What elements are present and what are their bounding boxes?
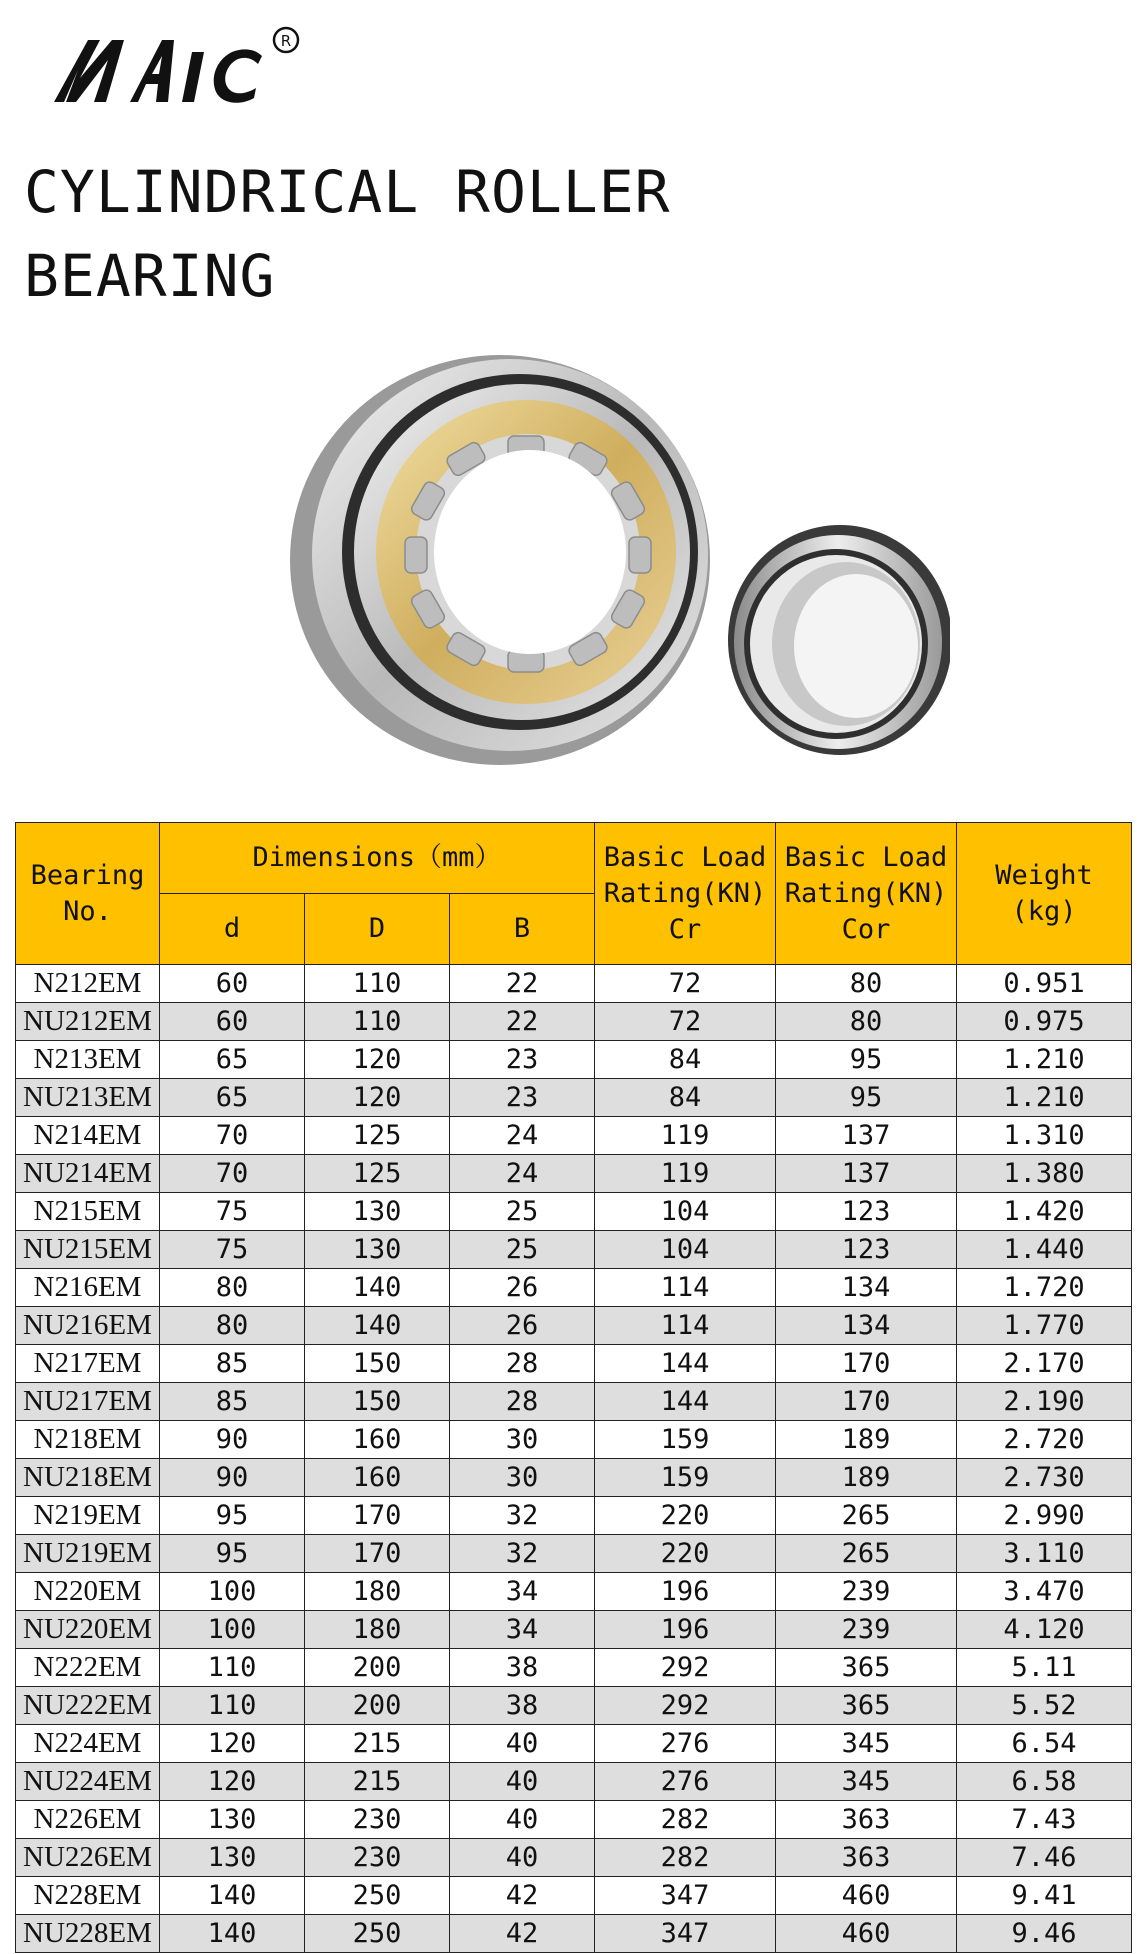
d-cell: 120 <box>160 1725 305 1763</box>
D-cell: 230 <box>305 1801 450 1839</box>
D-cell: 170 <box>305 1535 450 1573</box>
bearing-no-cell: N224EM <box>16 1725 160 1763</box>
bearing-no-cell: N213EM <box>16 1041 160 1079</box>
weight-cell: 1.210 <box>957 1041 1132 1079</box>
D-cell: 130 <box>305 1231 450 1269</box>
B-cell: 26 <box>450 1269 595 1307</box>
weight-cell: 1.420 <box>957 1193 1132 1231</box>
cor-cell: 363 <box>776 1801 957 1839</box>
weight-cell: 2.190 <box>957 1383 1132 1421</box>
bearing-no-cell: N220EM <box>16 1573 160 1611</box>
B-cell: 32 <box>450 1497 595 1535</box>
B-cell: 25 <box>450 1231 595 1269</box>
bearing-no-cell: NU212EM <box>16 1003 160 1041</box>
table-row <box>16 1003 1132 1041</box>
table-row <box>16 1079 1132 1117</box>
B-cell: 40 <box>450 1839 595 1877</box>
table-row <box>16 1383 1132 1421</box>
bearing-no-cell: NU215EM <box>16 1231 160 1269</box>
weight-cell: 2.720 <box>957 1421 1132 1459</box>
weight-cell: 9.46 <box>957 1915 1132 1953</box>
d-cell: 85 <box>160 1345 305 1383</box>
bearing-no-cell: N217EM <box>16 1345 160 1383</box>
bearing-no-cell: NU214EM <box>16 1155 160 1193</box>
weight-cell: 6.54 <box>957 1725 1132 1763</box>
cr-cell: 196 <box>595 1573 776 1611</box>
B-cell: 28 <box>450 1383 595 1421</box>
header-bearing-no: Bearing No. <box>16 823 160 965</box>
cor-cell: 239 <box>776 1573 957 1611</box>
d-cell: 120 <box>160 1763 305 1801</box>
D-cell: 200 <box>305 1687 450 1725</box>
header-D-outer: D <box>305 894 450 965</box>
bearing-no-cell: N212EM <box>16 965 160 1003</box>
cr-cell: 144 <box>595 1383 776 1421</box>
cor-cell: 137 <box>776 1117 957 1155</box>
B-cell: 30 <box>450 1421 595 1459</box>
weight-cell: 7.46 <box>957 1839 1132 1877</box>
cor-cell: 189 <box>776 1459 957 1497</box>
cor-cell: 239 <box>776 1611 957 1649</box>
d-cell: 140 <box>160 1915 305 1953</box>
d-cell: 90 <box>160 1459 305 1497</box>
table-row <box>16 1687 1132 1725</box>
cor-cell: 460 <box>776 1877 957 1915</box>
cor-cell: 80 <box>776 965 957 1003</box>
d-cell: 110 <box>160 1687 305 1725</box>
D-cell: 215 <box>305 1763 450 1801</box>
B-cell: 38 <box>450 1687 595 1725</box>
D-cell: 140 <box>305 1307 450 1345</box>
D-cell: 125 <box>305 1155 450 1193</box>
d-cell: 65 <box>160 1079 305 1117</box>
d-cell: 70 <box>160 1155 305 1193</box>
header-weight: Weight (kg) <box>957 823 1132 965</box>
D-cell: 160 <box>305 1421 450 1459</box>
B-cell: 22 <box>450 1003 595 1041</box>
B-cell: 24 <box>450 1117 595 1155</box>
cr-cell: 159 <box>595 1421 776 1459</box>
svg-text:R: R <box>280 32 292 50</box>
cor-cell: 95 <box>776 1041 957 1079</box>
weight-cell: 1.380 <box>957 1155 1132 1193</box>
d-cell: 80 <box>160 1307 305 1345</box>
cr-cell: 114 <box>595 1307 776 1345</box>
bearing-no-cell: N219EM <box>16 1497 160 1535</box>
cr-cell: 159 <box>595 1459 776 1497</box>
D-cell: 250 <box>305 1915 450 1953</box>
d-cell: 90 <box>160 1421 305 1459</box>
B-cell: 23 <box>450 1079 595 1117</box>
table-row <box>16 1535 1132 1573</box>
cor-cell: 170 <box>776 1383 957 1421</box>
product-title <box>24 150 671 318</box>
header-cor: Basic Load Rating(KN) Cor <box>776 823 957 965</box>
table-row <box>16 1915 1132 1953</box>
table-row <box>16 1801 1132 1839</box>
d-cell: 110 <box>160 1649 305 1687</box>
d-cell: 75 <box>160 1231 305 1269</box>
table-row <box>16 1117 1132 1155</box>
B-cell: 22 <box>450 965 595 1003</box>
table-row <box>16 1877 1132 1915</box>
B-cell: 42 <box>450 1877 595 1915</box>
d-cell: 95 <box>160 1535 305 1573</box>
B-cell: 24 <box>450 1155 595 1193</box>
B-cell: 42 <box>450 1915 595 1953</box>
D-cell: 215 <box>305 1725 450 1763</box>
cor-cell: 95 <box>776 1079 957 1117</box>
cor-cell: 460 <box>776 1915 957 1953</box>
d-cell: 130 <box>160 1839 305 1877</box>
table-row <box>16 1155 1132 1193</box>
cr-cell: 220 <box>595 1535 776 1573</box>
brand-logo <box>50 22 310 112</box>
cr-cell: 104 <box>595 1193 776 1231</box>
cr-cell: 276 <box>595 1725 776 1763</box>
table-body <box>16 965 1132 1953</box>
D-cell: 180 <box>305 1573 450 1611</box>
d-cell: 60 <box>160 965 305 1003</box>
bearing-no-cell: NU220EM <box>16 1611 160 1649</box>
B-cell: 32 <box>450 1535 595 1573</box>
cr-cell: 119 <box>595 1155 776 1193</box>
B-cell: 23 <box>450 1041 595 1079</box>
cr-cell: 282 <box>595 1801 776 1839</box>
bearing-no-cell: NU218EM <box>16 1459 160 1497</box>
D-cell: 120 <box>305 1079 450 1117</box>
table-row <box>16 1497 1132 1535</box>
weight-cell: 0.951 <box>957 965 1132 1003</box>
bearing-no-cell: N228EM <box>16 1877 160 1915</box>
D-cell: 250 <box>305 1877 450 1915</box>
cr-cell: 276 <box>595 1763 776 1801</box>
weight-cell: 1.210 <box>957 1079 1132 1117</box>
d-cell: 80 <box>160 1269 305 1307</box>
B-cell: 38 <box>450 1649 595 1687</box>
table-row <box>16 1041 1132 1079</box>
bearing-no-cell: NU226EM <box>16 1839 160 1877</box>
D-cell: 150 <box>305 1345 450 1383</box>
table-row <box>16 1839 1132 1877</box>
table-row <box>16 1345 1132 1383</box>
table-row <box>16 1611 1132 1649</box>
table-row <box>16 1573 1132 1611</box>
cor-cell: 170 <box>776 1345 957 1383</box>
bearing-no-cell: N215EM <box>16 1193 160 1231</box>
bearing-no-cell: N214EM <box>16 1117 160 1155</box>
cor-cell: 134 <box>776 1307 957 1345</box>
d-cell: 130 <box>160 1801 305 1839</box>
D-cell: 110 <box>305 965 450 1003</box>
cr-cell: 72 <box>595 965 776 1003</box>
cor-cell: 123 <box>776 1231 957 1269</box>
cor-cell: 365 <box>776 1687 957 1725</box>
bearing-no-cell: NU217EM <box>16 1383 160 1421</box>
weight-cell: 6.58 <box>957 1763 1132 1801</box>
bearing-no-cell: N226EM <box>16 1801 160 1839</box>
D-cell: 160 <box>305 1459 450 1497</box>
bearing-no-cell: NU213EM <box>16 1079 160 1117</box>
bearing-no-cell: NU224EM <box>16 1763 160 1801</box>
table-row <box>16 1459 1132 1497</box>
cr-cell: 220 <box>595 1497 776 1535</box>
bearing-no-cell: NU219EM <box>16 1535 160 1573</box>
table-row <box>16 965 1132 1003</box>
weight-cell: 1.770 <box>957 1307 1132 1345</box>
bearing-product-image <box>270 340 950 780</box>
D-cell: 170 <box>305 1497 450 1535</box>
weight-cell: 7.43 <box>957 1801 1132 1839</box>
header-B-width: B <box>450 894 595 965</box>
d-cell: 100 <box>160 1573 305 1611</box>
cor-cell: 189 <box>776 1421 957 1459</box>
cr-cell: 144 <box>595 1345 776 1383</box>
cor-cell: 365 <box>776 1649 957 1687</box>
table-row <box>16 1649 1132 1687</box>
table-row <box>16 1725 1132 1763</box>
D-cell: 110 <box>305 1003 450 1041</box>
weight-cell: 9.41 <box>957 1877 1132 1915</box>
table-row <box>16 1193 1132 1231</box>
B-cell: 40 <box>450 1801 595 1839</box>
D-cell: 120 <box>305 1041 450 1079</box>
d-cell: 60 <box>160 1003 305 1041</box>
header-dimensions: Dimensions（mm） <box>160 823 595 894</box>
weight-cell: 3.110 <box>957 1535 1132 1573</box>
weight-cell: 1.440 <box>957 1231 1132 1269</box>
D-cell: 150 <box>305 1383 450 1421</box>
cr-cell: 119 <box>595 1117 776 1155</box>
bearing-no-cell: N222EM <box>16 1649 160 1687</box>
cr-cell: 292 <box>595 1687 776 1725</box>
cor-cell: 134 <box>776 1269 957 1307</box>
cor-cell: 363 <box>776 1839 957 1877</box>
D-cell: 130 <box>305 1193 450 1231</box>
weight-cell: 0.975 <box>957 1003 1132 1041</box>
B-cell: 40 <box>450 1725 595 1763</box>
weight-cell: 4.120 <box>957 1611 1132 1649</box>
d-cell: 100 <box>160 1611 305 1649</box>
weight-cell: 5.52 <box>957 1687 1132 1725</box>
bearing-spec-table <box>15 822 1132 1953</box>
cr-cell: 347 <box>595 1915 776 1953</box>
title-line-2: BEARING <box>24 242 276 310</box>
cor-cell: 265 <box>776 1535 957 1573</box>
cor-cell: 345 <box>776 1725 957 1763</box>
cr-cell: 196 <box>595 1611 776 1649</box>
header-d-inner: d <box>160 894 305 965</box>
cor-cell: 137 <box>776 1155 957 1193</box>
D-cell: 180 <box>305 1611 450 1649</box>
D-cell: 230 <box>305 1839 450 1877</box>
weight-cell: 2.990 <box>957 1497 1132 1535</box>
B-cell: 26 <box>450 1307 595 1345</box>
B-cell: 28 <box>450 1345 595 1383</box>
bearing-no-cell: N218EM <box>16 1421 160 1459</box>
weight-cell: 1.720 <box>957 1269 1132 1307</box>
D-cell: 200 <box>305 1649 450 1687</box>
title-line-1: CYLINDRICAL ROLLER <box>24 158 671 226</box>
weight-cell: 3.470 <box>957 1573 1132 1611</box>
B-cell: 34 <box>450 1573 595 1611</box>
B-cell: 25 <box>450 1193 595 1231</box>
table-row <box>16 1231 1132 1269</box>
cr-cell: 104 <box>595 1231 776 1269</box>
cr-cell: 282 <box>595 1839 776 1877</box>
cr-cell: 84 <box>595 1041 776 1079</box>
weight-cell: 2.170 <box>957 1345 1132 1383</box>
cr-cell: 84 <box>595 1079 776 1117</box>
D-cell: 125 <box>305 1117 450 1155</box>
weight-cell: 5.11 <box>957 1649 1132 1687</box>
table-row <box>16 1307 1132 1345</box>
cr-cell: 72 <box>595 1003 776 1041</box>
weight-cell: 2.730 <box>957 1459 1132 1497</box>
B-cell: 40 <box>450 1763 595 1801</box>
d-cell: 95 <box>160 1497 305 1535</box>
cor-cell: 345 <box>776 1763 957 1801</box>
cr-cell: 292 <box>595 1649 776 1687</box>
table-row <box>16 1763 1132 1801</box>
cor-cell: 265 <box>776 1497 957 1535</box>
bearing-no-cell: N216EM <box>16 1269 160 1307</box>
cor-cell: 123 <box>776 1193 957 1231</box>
B-cell: 30 <box>450 1459 595 1497</box>
d-cell: 70 <box>160 1117 305 1155</box>
d-cell: 85 <box>160 1383 305 1421</box>
d-cell: 65 <box>160 1041 305 1079</box>
bearing-no-cell: NU228EM <box>16 1915 160 1953</box>
d-cell: 75 <box>160 1193 305 1231</box>
weight-cell: 1.310 <box>957 1117 1132 1155</box>
B-cell: 34 <box>450 1611 595 1649</box>
bearing-no-cell: NU222EM <box>16 1687 160 1725</box>
cr-cell: 347 <box>595 1877 776 1915</box>
bearing-no-cell: NU216EM <box>16 1307 160 1345</box>
d-cell: 140 <box>160 1877 305 1915</box>
table-row <box>16 1421 1132 1459</box>
table-row <box>16 1269 1132 1307</box>
header-cr: Basic Load Rating(KN) Cr <box>595 823 776 965</box>
cr-cell: 114 <box>595 1269 776 1307</box>
D-cell: 140 <box>305 1269 450 1307</box>
cor-cell: 80 <box>776 1003 957 1041</box>
